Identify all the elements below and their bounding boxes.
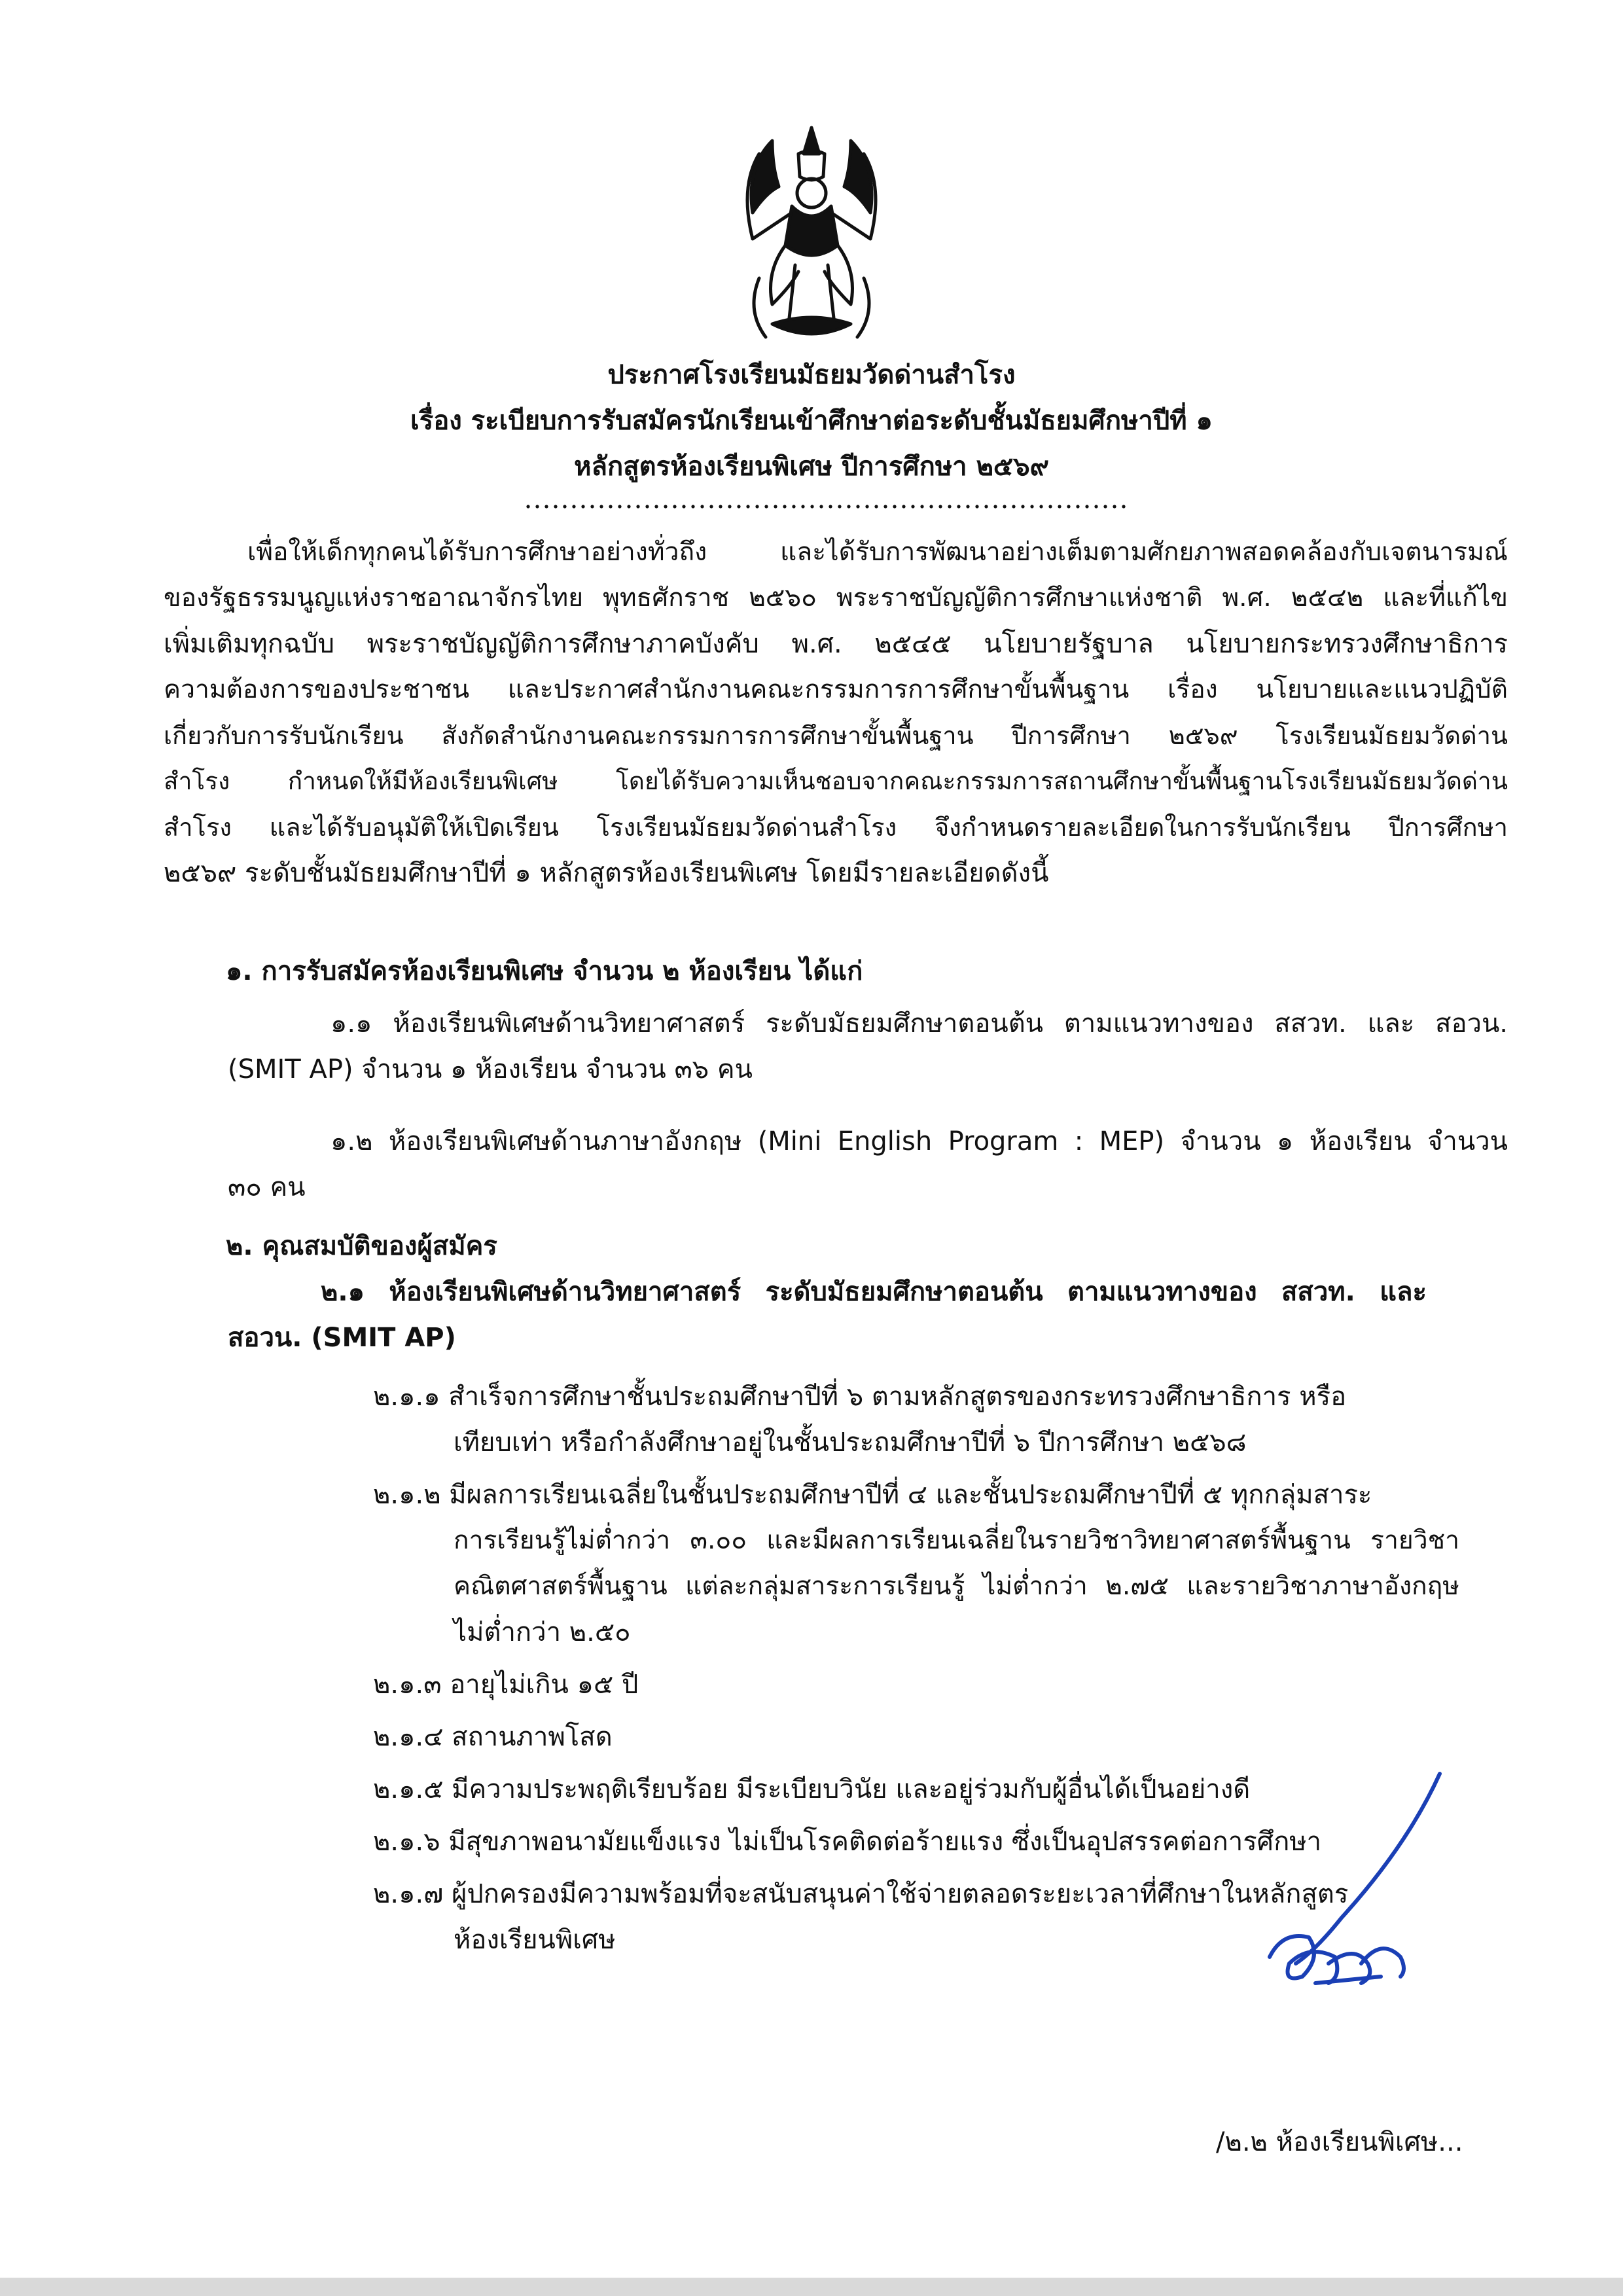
continuation-note: /๒.๒ ห้องเรียนพิเศษ... <box>1216 2127 1463 2157</box>
qualification-item: ๒.๑.๓ อายุไม่เกิน ๑๕ ปี <box>373 1670 639 1700</box>
scan-edge-bar <box>0 2278 1623 2296</box>
section-1-heading: ๑. การรับสมัครห้องเรียนพิเศษ จำนวน ๒ ห้องเรียน ได้แก่ <box>226 956 863 986</box>
section-2-subheading-cont: สอวน. (SMIT AP) <box>228 1323 456 1353</box>
garuda-emblem-icon <box>733 115 890 350</box>
qualification-item: ๒.๑.๗ ผู้ปกครองมีความพร้อมที่จะสนับสนุนค่าใช้จ่ายตลอดระยะเวลาที่ศึกษาในหลักสูตร <box>373 1879 1349 1909</box>
signature-icon <box>1243 1767 1479 2003</box>
section-1-item-2-cont: ๓๐ คน <box>228 1172 306 1202</box>
paragraph-line: เพิ่มเติมทุกฉบับ พระราชบัญญัติการศึกษาภาคบังคับ พ.ศ. ๒๕๔๕ นโยบายรัฐบาล นโยบายกระทรวงศึกษาธิการ <box>164 629 1508 659</box>
paragraph-line: สำโรง กำหนดให้มีห้องเรียนพิเศษ โดยได้รับความเห็นชอบจากคณะกรรมการสถานศึกษาขั้นพื้นฐานโรงเรียนมัธยมวัดด่าน <box>164 767 1508 795</box>
paragraph-line: เกี่ยวกับการรับนักเรียน สังกัดสำนักงานคณะกรรมการการศึกษาขั้นพื้นฐาน ปีการศึกษา ๒๕๖๙ โรงเรียนมัธยมวัดด่าน <box>164 721 1508 750</box>
qualification-item-cont: คณิตศาสตร์พื้นฐาน แต่ละกลุ่มสาระการเรียนรู้ ไม่ต่ำกว่า ๒.๗๕ และรายวิชาภาษาอังกฤษ <box>454 1571 1459 1601</box>
qualification-item: ๒.๑.๖ มีสุขภาพอนามัยแข็งแรง ไม่เป็นโรคติดต่อร้ายแรง ซึ่งเป็นอุปสรรคต่อการศึกษา <box>373 1827 1322 1857</box>
announcement-subject: เรื่อง ระเบียบการรับสมัครนักเรียนเข้าศึกษาต่อระดับชั้นมัธยมศึกษาปีที่ ๑ <box>410 406 1213 436</box>
section-2-subheading: ๒.๑ ห้องเรียนพิเศษด้านวิทยาศาสตร์ ระดับมัธยมศึกษาตอนต้น ตามแนวทางของ สสวท. และ <box>321 1277 1427 1307</box>
announcement-program: หลักสูตรห้องเรียนพิเศษ ปีการศึกษา ๒๕๖๙ <box>574 452 1049 482</box>
qualification-item: ๒.๑.๑ สำเร็จการศึกษาชั้นประถมศึกษาปีที่ ๖ ตามหลักสูตรของกระทรวงศึกษาธิการ หรือ <box>373 1382 1347 1412</box>
qualification-item-cont: ห้องเรียนพิเศษ <box>454 1925 616 1955</box>
qualification-item: ๒.๑.๕ มีความประพฤติเรียบร้อย มีระเบียบวินัย และอยู่ร่วมกับผู้อื่นได้เป็นอย่างดี <box>373 1774 1251 1804</box>
paragraph-line: ๒๕๖๙ ระดับชั้นมัธยมศึกษาปีที่ ๑ หลักสูตรห้องเรียนพิเศษ โดยมีรายละเอียดดังนี้ <box>164 858 1049 888</box>
section-1-item-2: ๑.๒ ห้องเรียนพิเศษด้านภาษาอังกฤษ (Mini English Program : MEP) จำนวน ๑ ห้องเรียน จำนวน <box>330 1126 1508 1157</box>
qualification-item-cont: เทียบเท่า หรือกำลังศึกษาอยู่ในชั้นประถมศึกษาปีที่ ๖ ปีการศึกษา ๒๕๖๘ <box>454 1427 1247 1458</box>
section-1-item-1: ๑.๑ ห้องเรียนพิเศษด้านวิทยาศาสตร์ ระดับมัธยมศึกษาตอนต้น ตามแนวทางของ สสวท. และ สอวน. <box>330 1009 1508 1039</box>
announcement-title: ประกาศโรงเรียนมัธยมวัดด่านสำโรง <box>607 360 1016 390</box>
section-1-item-1-cont: (SMIT AP) จำนวน ๑ ห้องเรียน จำนวน ๓๖ คน <box>228 1054 753 1085</box>
paragraph-line: ความต้องการของประชาชน และประกาศสำนักงานคณะกรรมการการศึกษาขั้นพื้นฐาน เรื่อง นโยบายและแนวปฏิบัติ <box>164 675 1508 704</box>
section-2-heading: ๒. คุณสมบัติของผู้สมัคร <box>226 1231 497 1261</box>
paragraph-line: เพื่อให้เด็กทุกคนได้รับการศึกษาอย่างทั่วถึง และได้รับการพัฒนาอย่างเต็มตามศักยภาพสอดคล้องกับเจตนารมณ์ <box>247 537 1508 567</box>
paragraph-line: ของรัฐธรรมนูญแห่งราชอาณาจักรไทย พุทธศักราช ๒๕๖๐ พระราชบัญญัติการศึกษาแห่งชาติ พ.ศ. ๒๕๔๒ และที่แก้ไข <box>164 583 1508 613</box>
qualification-item-cont: การเรียนรู้ไม่ต่ำกว่า ๓.๐๐ และมีผลการเรียนเฉลี่ยในรายวิชาวิทยาศาสตร์พื้นฐาน รายวิชา <box>454 1526 1459 1555</box>
paragraph-line: สำโรง และได้รับอนุมัติให้เปิดเรียน โรงเรียนมัธยมวัดด่านสำโรง จึงกำหนดรายละเอียดในการรับนักเรียน ปีการศึกษา <box>164 813 1508 842</box>
qualification-item-cont: ไม่ต่ำกว่า ๒.๕๐ <box>454 1617 631 1647</box>
dotted-divider <box>524 504 1126 509</box>
qualification-item: ๒.๑.๒ มีผลการเรียนเฉลี่ยในชั้นประถมศึกษาปีที่ ๔ และชั้นประถมศึกษาปีที่ ๕ ทุกกลุ่มสาระ <box>373 1480 1372 1510</box>
qualification-item: ๒.๑.๔ สถานภาพโสด <box>373 1722 613 1752</box>
